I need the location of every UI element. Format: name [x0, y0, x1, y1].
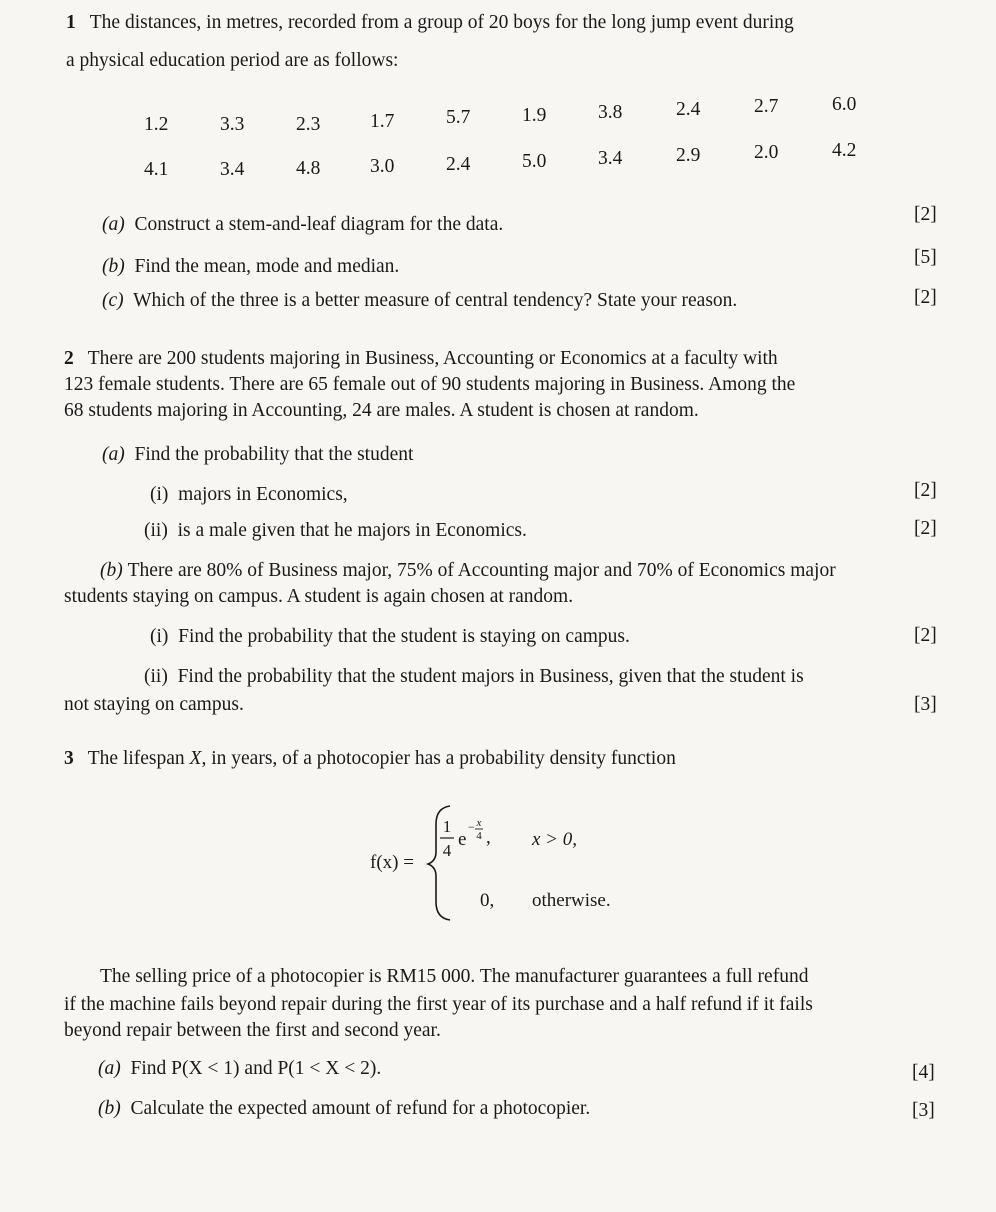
frac-denominator: 4 — [442, 841, 452, 860]
data-value: 3.0 — [370, 156, 395, 177]
exp-denominator: 4 — [476, 830, 482, 842]
data-value: 5.0 — [522, 151, 547, 172]
q2-part-b-ii-text-line1: Find the probability that the student majors in Business, given that the student is — [177, 666, 804, 687]
q1-line2: a physical education period are as follows: — [66, 50, 399, 71]
q3-para-line3: beyond repair between the first and second year. — [64, 1020, 441, 1041]
q3-number: 3 — [64, 748, 74, 769]
pdf-formula-svg — [370, 798, 670, 928]
q2-line1 — [64, 346, 778, 371]
data-value: 3.3 — [220, 114, 245, 135]
data-value: 3.8 — [598, 102, 623, 123]
q3-part-b-text: Calculate the expected amount of refund for a photocopier. — [130, 1098, 591, 1119]
data-value: 6.0 — [832, 94, 857, 115]
q1-part-a-text: Construct a stem-and-leaf diagram for the data. — [134, 214, 504, 235]
q3-part-b-label: (b) — [98, 1098, 121, 1119]
data-value: 1.2 — [144, 114, 169, 135]
q3-part-b — [98, 1096, 590, 1121]
q1-part-b-text: Find the mean, mode and median. — [134, 256, 400, 277]
data-value: 2.7 — [754, 96, 779, 117]
q2-part-a-i-marks: [2] — [914, 480, 937, 501]
q3-intro-var: X — [189, 748, 202, 769]
q2-part-a-ii-text: is a male given that he majors in Economics. — [177, 520, 527, 541]
case2-value: 0, — [480, 890, 495, 911]
q1-part-a — [102, 212, 503, 237]
q2-part-a-i — [150, 482, 348, 507]
q3-part-a-marks: [4] — [912, 1062, 935, 1083]
q1-part-c-label: (c) — [102, 290, 124, 311]
data-value: 4.1 — [144, 159, 169, 180]
q3-intro — [64, 746, 676, 771]
q3-para-line2: if the machine fails beyond repair during the first year of its purchase and a half refund if it fails — [64, 994, 813, 1015]
q2-part-b-i-text: Find the probability that the student is staying on campus. — [178, 626, 630, 647]
pdf-formula — [370, 798, 670, 928]
q2-part-b-i-marks: [2] — [914, 625, 937, 646]
formula-lhs: f(x) = — [370, 852, 414, 873]
data-value: 2.9 — [676, 145, 701, 166]
data-value: 1.9 — [522, 105, 547, 126]
q2-text-line1: There are 200 students majoring in Business, Accounting or Economics at a faculty with — [87, 348, 778, 369]
q2-part-b-ii-line1 — [144, 664, 804, 689]
data-value: 2.0 — [754, 142, 779, 163]
q3-intro-post: , in years, of a photocopier has a probability density function — [201, 748, 676, 769]
q2-part-b-label: (b) — [100, 560, 123, 581]
q1-part-b — [102, 254, 399, 279]
q3-part-b-marks: [3] — [912, 1100, 935, 1121]
data-value: 4.8 — [296, 158, 321, 179]
q1-part-c-text: Which of the three is a better measure of central tendency? State your reason. — [133, 290, 738, 311]
q2-part-b-ii-line2: not staying on campus. — [64, 694, 244, 715]
q2-part-b-text-line1: There are 80% of Business major, 75% of Accounting major and 70% of Economics major — [127, 560, 836, 581]
q1-part-a-label: (a) — [102, 214, 125, 235]
q2-number: 2 — [64, 348, 74, 369]
q2-part-b-ii-label: (ii) — [144, 666, 168, 687]
q2-part-a-ii — [144, 518, 527, 543]
q1-text-line1: The distances, in metres, recorded from a group of 20 boys for the long jump event during — [89, 12, 794, 33]
data-value: 2.3 — [296, 114, 321, 135]
q3-para-line1: The selling price of a photocopier is RM15 000. The manufacturer guarantees a full refund — [100, 966, 809, 987]
exp-numerator: x — [476, 817, 482, 829]
q2-part-a — [102, 442, 413, 467]
data-value: 1.7 — [370, 111, 395, 132]
q2-part-b-ii-marks: [3] — [914, 694, 937, 715]
q2-part-a-i-label: (i) — [150, 484, 169, 505]
q1-line1 — [66, 10, 794, 35]
q2-part-a-ii-marks: [2] — [914, 518, 937, 539]
exp-sign: − — [468, 820, 475, 834]
data-value: 2.4 — [446, 154, 471, 175]
case1-condition: x > 0, — [532, 829, 578, 850]
q2-part-b-i-label: (i) — [150, 626, 169, 647]
q2-part-b-line1 — [100, 558, 836, 583]
data-value: 3.4 — [220, 159, 245, 180]
data-value: 5.7 — [446, 107, 471, 128]
frac-numerator: 1 — [442, 817, 452, 836]
q1-part-c — [102, 288, 737, 313]
q1-part-c-marks: [2] — [914, 287, 937, 308]
q1-part-b-marks: [5] — [914, 247, 937, 268]
q2-line3: 68 students majoring in Accounting, 24 are males. A student is chosen at random. — [64, 400, 699, 421]
q2-part-a-text: Find the probability that the student — [134, 444, 414, 465]
q2-part-b-i — [150, 624, 630, 649]
case2-condition: otherwise. — [532, 890, 611, 911]
case1-comma: , — [486, 827, 491, 848]
exp-base: e — [458, 829, 467, 850]
data-value: 2.4 — [676, 99, 701, 120]
q3-part-a-text: Find P(X < 1) and P(1 < X < 2). — [130, 1058, 382, 1079]
q3-part-a — [98, 1056, 381, 1081]
q2-part-b-line2: students staying on campus. A student is again chosen at random. — [64, 586, 574, 607]
q3-part-a-label: (a) — [98, 1058, 121, 1079]
q2-part-a-ii-label: (ii) — [144, 520, 168, 541]
data-value: 3.4 — [598, 148, 623, 169]
q1-part-a-marks: [2] — [914, 204, 937, 225]
q1-number: 1 — [66, 12, 76, 33]
data-value: 4.2 — [832, 140, 857, 161]
q2-part-a-label: (a) — [102, 444, 125, 465]
q3-intro-pre: The lifespan — [87, 748, 190, 769]
q2-part-a-i-text: majors in Economics, — [178, 484, 348, 505]
q2-line2: 123 female students. There are 65 female out of 90 students majoring in Business. Among the — [64, 374, 796, 395]
q1-part-b-label: (b) — [102, 256, 125, 277]
